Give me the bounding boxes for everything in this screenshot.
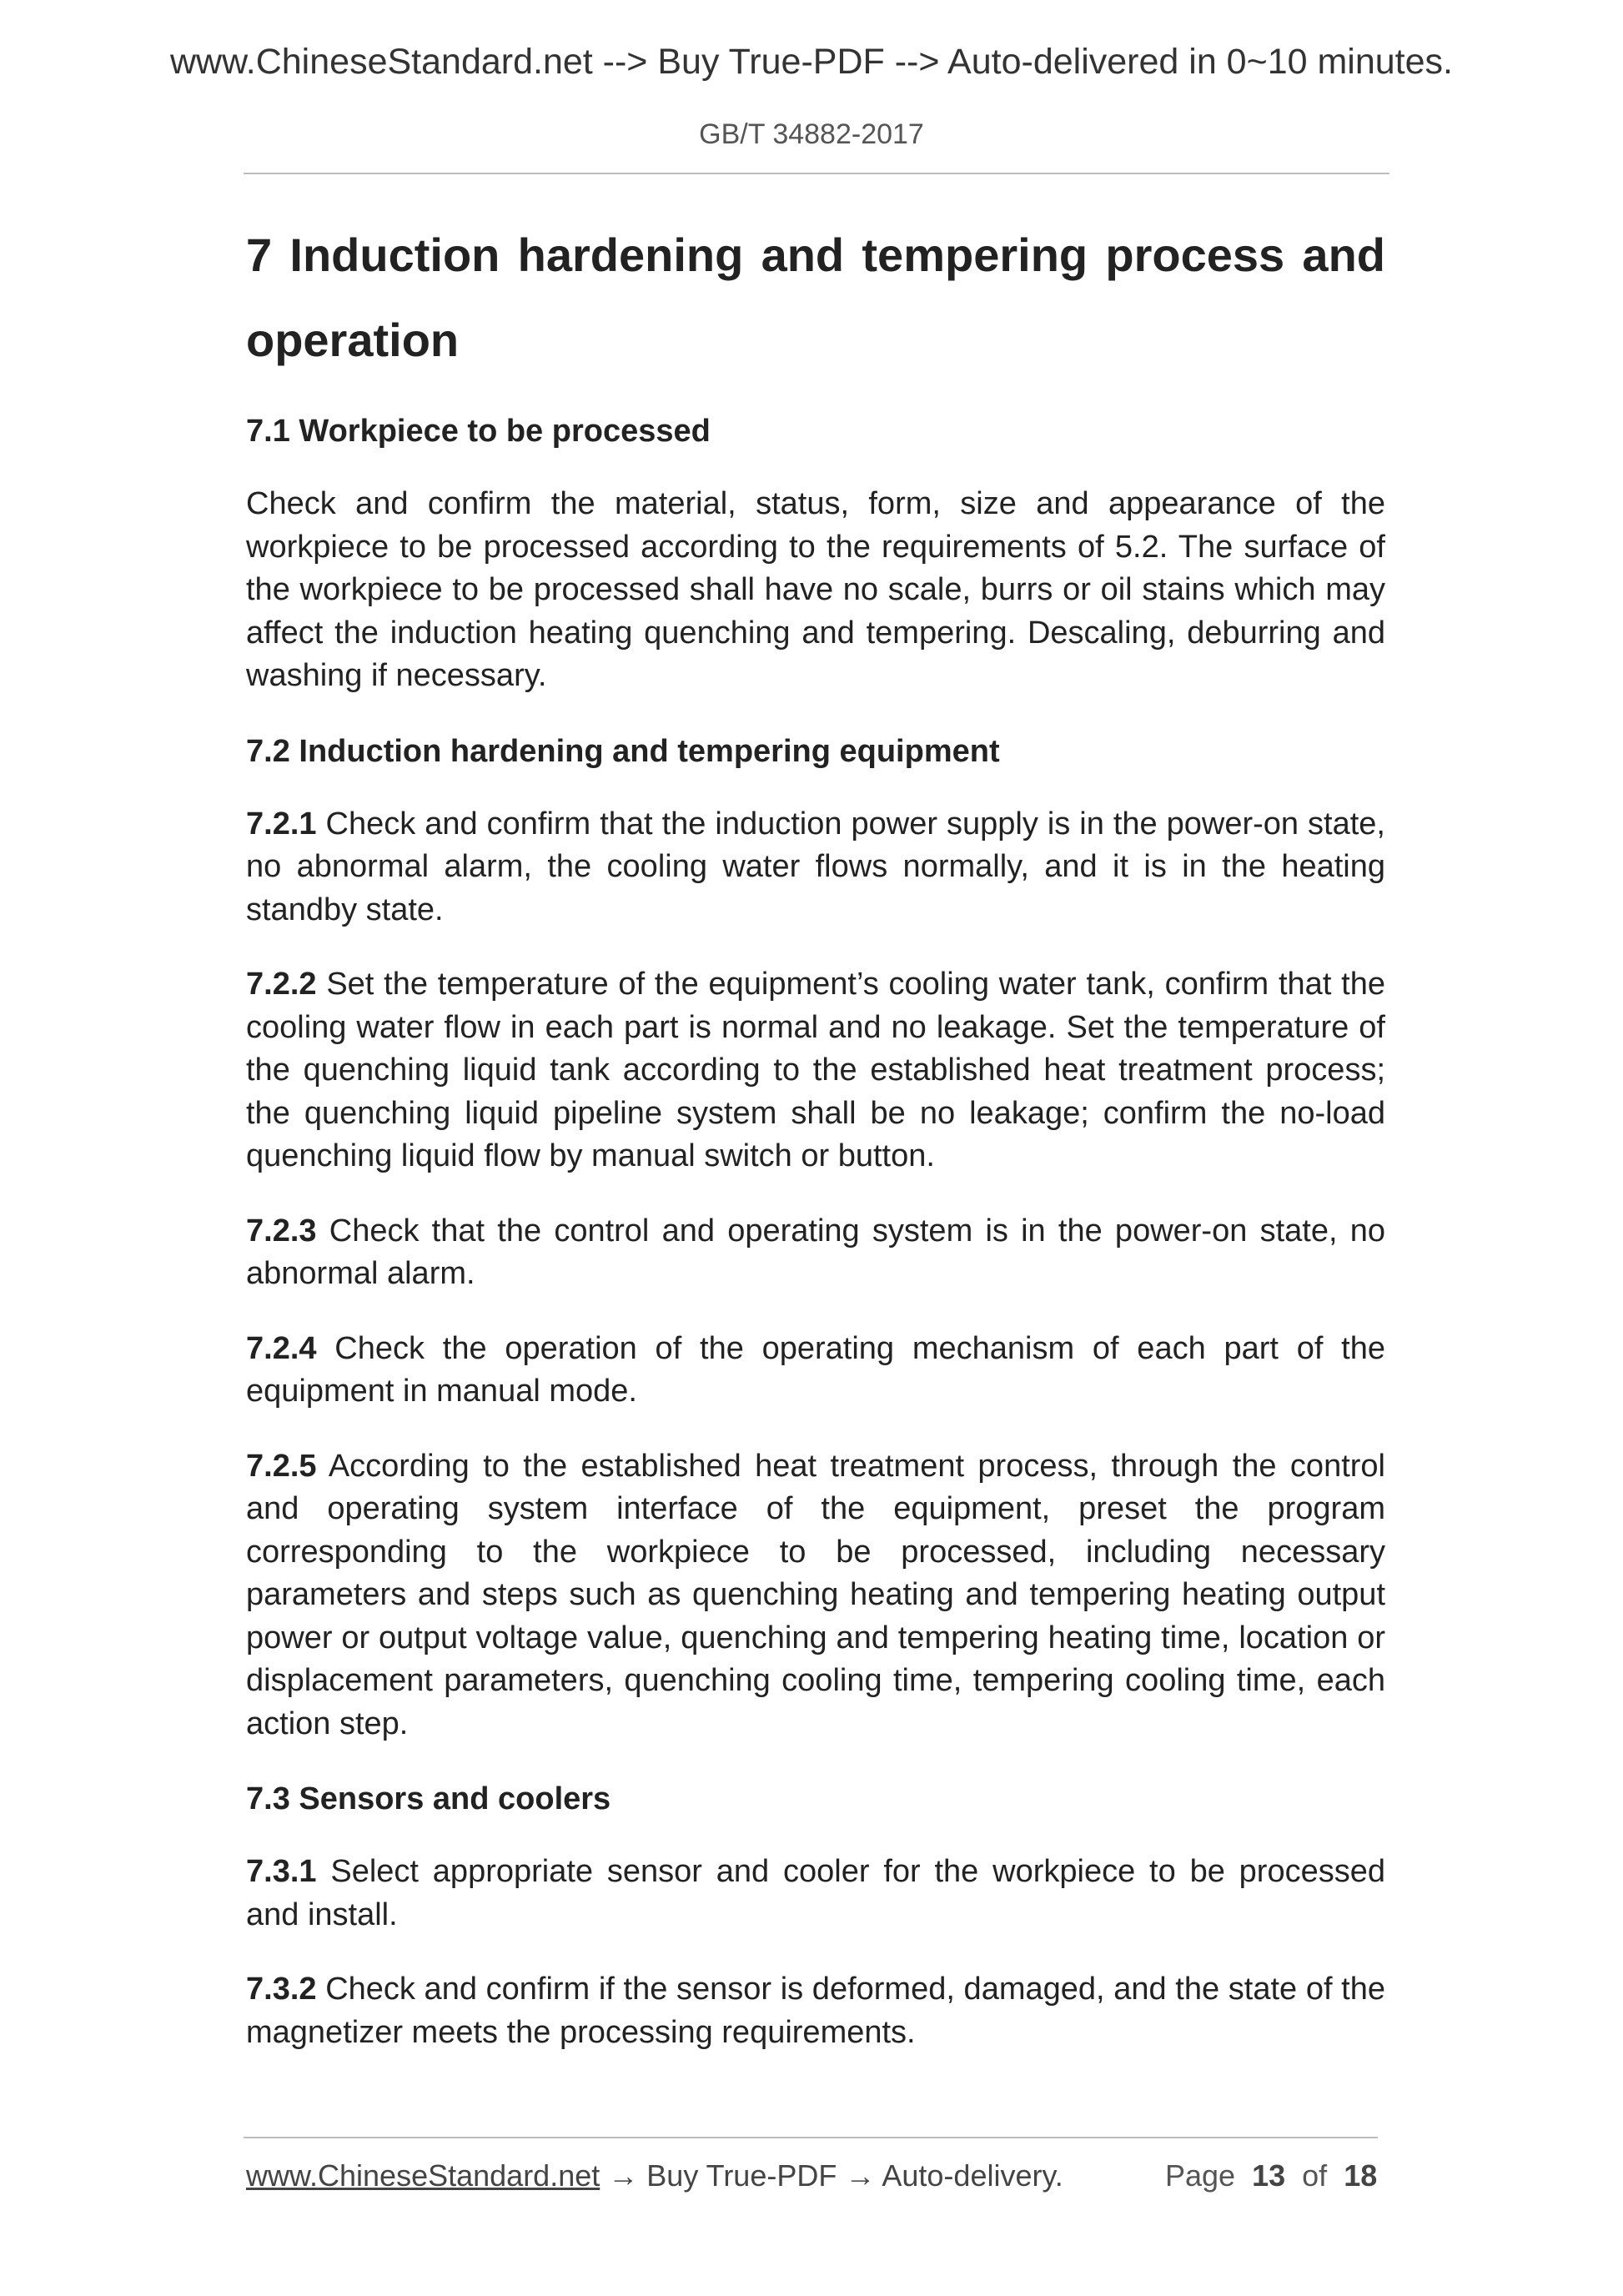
clause-number: 7.3.2: [246, 1972, 317, 2007]
page-content: [246, 213, 1385, 2086]
clause-text: Select appropriate sensor and cooler for the workpiece to be processed and install.: [246, 1854, 1385, 1932]
heading-7-3: 7.3 Sensors and coolers: [246, 1781, 611, 1816]
top-banner: www.ChineseStandard.net --> Buy True-PDF --> Auto-delivered in 0~10 minutes.: [169, 42, 1453, 82]
clause-number: 7.2.2: [246, 967, 317, 1002]
heading-7-2: 7.2 Induction hardening and tempering equipment: [246, 733, 1000, 769]
clause-text: According to the established heat treatment process, through the control and operating system interface of the equipment, preset the program corresponding to the workpiece to be processed, including necessary parameters and steps such as quenching heating and tempering heating output power or output voltage value, quenching and tempering heating time, location or displacement parameters, quenching cooling time, tempering cooling time, each action step.: [246, 1448, 1385, 1741]
of-label: of: [1302, 2158, 1328, 2193]
paragraph-7-3-1: [246, 1851, 1385, 1937]
heading-7-1: 7.1 Workpiece to be processed: [246, 414, 711, 449]
footer-links: [246, 2158, 1063, 2193]
page-label: Page: [1165, 2158, 1236, 2193]
clause-text: Check and confirm if the sensor is deformed, damaged, and the state of the magnetizer meets the processing requirements.: [246, 1972, 1385, 2050]
paragraph-7-2-4: [246, 1328, 1385, 1414]
clause-text: Set the temperature of the equipment’s cooling water tank, confirm that the cooling water flow in each part is normal and no leakage. Set the temperature of the quenching liquid tank according to the established heat treatment process; the quenching liquid pipeline system shall be no leakage; confirm the no-load quenching liquid flow by manual switch or button.: [246, 967, 1385, 1173]
current-page: 13: [1252, 2158, 1286, 2193]
paragraph-7-2-1: [246, 803, 1385, 932]
clause-text: Check that the control and operating system is in the power-on state, no abnormal alarm.: [246, 1213, 1385, 1291]
header-divider: [244, 173, 1389, 174]
paragraph-7-2-5: [246, 1445, 1385, 1746]
document-code: GB/T 34882-2017: [699, 118, 924, 150]
footer-delivery-text: Auto-delivery.: [882, 2158, 1063, 2193]
clause-number: 7.3.1: [246, 1854, 317, 1889]
clause-text: Check and confirm that the induction power supply is in the power-on state, no abnormal alarm, the cooling water flows normally, and it is in the heating standby state.: [246, 806, 1385, 927]
footer-buy-text: Buy True-PDF: [646, 2158, 837, 2193]
arrow-icon: →: [845, 2158, 876, 2193]
clause-number: 7.2.5: [246, 1448, 317, 1484]
paragraph-7-1: Check and confirm the material, status, form, size and appearance of the workpiece to be processed according to the requirements of 5.2. The surface of the workpiece to be processed shall have no scale, burrs or oil stains which may affect the induction heating quenching and tempering. Descaling, deburring and washing if necessary.: [246, 486, 1385, 693]
arrow-icon: →: [608, 2158, 639, 2193]
paragraph-7-3-2: [246, 1968, 1385, 2054]
footer-site-link[interactable]: www.ChineseStandard.net: [246, 2158, 600, 2193]
clause-text: Check the operation of the operating mechanism of each part of the equipment in manual mode.: [246, 1330, 1385, 1409]
clause-number: 7.2.4: [246, 1330, 317, 1366]
page-number: [1165, 2158, 1377, 2193]
total-pages: 18: [1344, 2158, 1378, 2193]
footer-divider: [244, 2137, 1378, 2138]
section-title: 7 Induction hardening and tempering process and operation: [246, 229, 1385, 366]
clause-number: 7.2.3: [246, 1213, 317, 1248]
paragraph-7-2-3: [246, 1210, 1385, 1296]
clause-number: 7.2.1: [246, 806, 317, 842]
paragraph-7-2-2: [246, 963, 1385, 1178]
